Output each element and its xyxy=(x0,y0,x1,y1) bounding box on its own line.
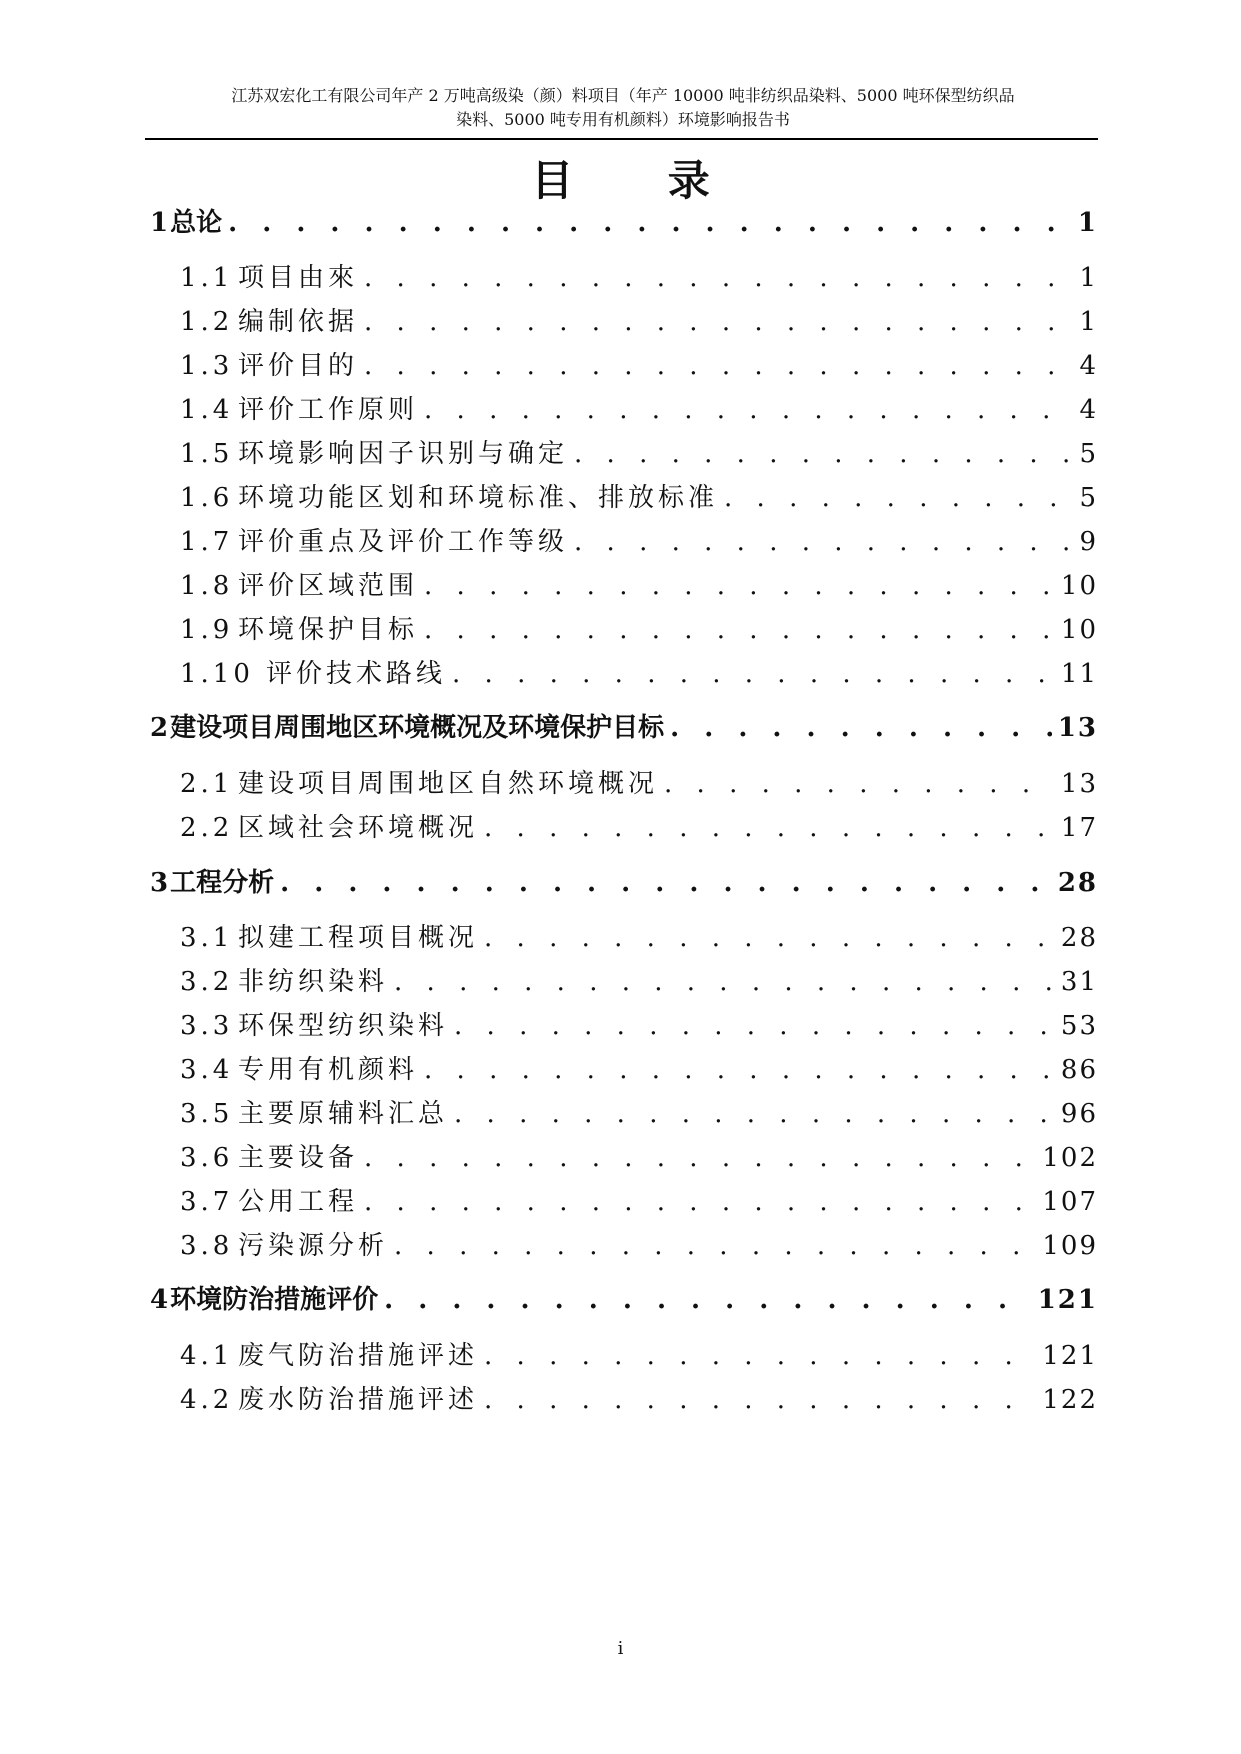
toc-label: 环保型纺织染料 xyxy=(238,1011,449,1041)
toc-page: 1 xyxy=(1077,208,1098,238)
toc-leader xyxy=(574,439,1073,469)
toc-page: 1 xyxy=(1079,307,1098,337)
toc-entry-3-5[interactable] xyxy=(180,1093,1098,1130)
toc-number: 1.8 xyxy=(180,571,234,601)
toc-page: 28 xyxy=(1060,923,1098,953)
toc-number: 4.1 xyxy=(180,1341,234,1371)
toc-label: 废气防治措施评述 xyxy=(238,1341,479,1371)
toc-page: 5 xyxy=(1079,483,1098,513)
toc-entry-3-8[interactable] xyxy=(180,1225,1098,1262)
toc-leader xyxy=(394,967,1055,997)
toc-number: 3.4 xyxy=(180,1055,234,1085)
toc-section-2[interactable] xyxy=(150,707,1098,744)
toc-number: 2 xyxy=(150,713,169,743)
toc-label: 工程分析 xyxy=(170,868,275,898)
toc-page: 1 xyxy=(1079,263,1098,293)
toc-entry-1-1[interactable] xyxy=(180,257,1098,294)
toc-label: 环境影响因子识别与确定 xyxy=(238,439,569,469)
toc-label: 建设项目周围地区环境概况及环境保护目标 xyxy=(170,713,665,743)
toc-leader xyxy=(454,1099,1055,1129)
toc-page: 9 xyxy=(1079,527,1098,557)
toc-page: 102 xyxy=(1042,1143,1098,1173)
toc-label: 评价技术路线 xyxy=(266,659,447,689)
toc-number: 3.3 xyxy=(180,1011,234,1041)
toc-label: 环境功能区划和环境标准、排放标准 xyxy=(238,483,719,513)
toc-number: 1 xyxy=(150,208,169,238)
toc-leader xyxy=(424,1055,1055,1085)
toc-label: 主要设备 xyxy=(238,1143,359,1173)
toc-leader xyxy=(484,923,1055,953)
toc-label: 非纺织染料 xyxy=(238,967,389,997)
toc-entry-4-1[interactable] xyxy=(180,1335,1098,1372)
toc-number: 3.7 xyxy=(180,1187,234,1217)
toc-leader xyxy=(424,571,1055,601)
toc-page: 121 xyxy=(1042,1341,1098,1371)
toc-label: 评价重点及评价工作等级 xyxy=(238,527,569,557)
toc-number: 1.5 xyxy=(180,439,234,469)
toc-leader xyxy=(364,1143,1036,1173)
page-title: 目 录 xyxy=(531,156,750,205)
toc-number: 1.1 xyxy=(180,263,234,293)
toc-entry-3-4[interactable] xyxy=(180,1049,1098,1086)
toc-leader xyxy=(394,1231,1036,1261)
toc-number: 1.3 xyxy=(180,351,234,381)
toc-number: 1.7 xyxy=(180,527,234,557)
toc-page: 121 xyxy=(1037,1285,1098,1315)
toc-page: 4 xyxy=(1079,351,1098,381)
toc-leader xyxy=(424,615,1055,645)
toc-label: 环境保护目标 xyxy=(238,615,419,645)
toc-number: 1.10 xyxy=(180,659,254,689)
toc-number: 3.8 xyxy=(180,1231,234,1261)
toc-label: 环境防治措施评价 xyxy=(170,1285,379,1315)
toc-number: 2.1 xyxy=(180,769,234,799)
toc-page: 4 xyxy=(1079,395,1098,425)
toc-number: 3.2 xyxy=(180,967,234,997)
toc-entry-3-6[interactable] xyxy=(180,1137,1098,1174)
toc-label: 污染源分析 xyxy=(238,1231,389,1261)
toc-entry-3-2[interactable] xyxy=(180,961,1098,998)
toc-page: 28 xyxy=(1057,868,1098,898)
toc-label: 评价区域范围 xyxy=(238,571,419,601)
toc-leader xyxy=(484,1341,1036,1371)
toc-label: 废水防治措施评述 xyxy=(238,1385,479,1415)
toc-label: 评价目的 xyxy=(238,351,359,381)
toc-label: 专用有机颜料 xyxy=(238,1055,419,1085)
toc-label: 总论 xyxy=(170,208,223,238)
toc-leader xyxy=(724,483,1073,513)
toc-leader xyxy=(484,813,1055,843)
toc-number: 3.6 xyxy=(180,1143,234,1173)
toc-leader xyxy=(424,395,1073,425)
toc-leader xyxy=(452,659,1055,689)
toc-entry-1-7[interactable] xyxy=(180,521,1098,558)
toc-section-4[interactable] xyxy=(150,1279,1098,1316)
toc-entry-1-3[interactable] xyxy=(180,345,1098,382)
toc-entry-4-2[interactable] xyxy=(180,1379,1098,1416)
toc-leader xyxy=(364,263,1073,293)
toc-number: 1.4 xyxy=(180,395,234,425)
toc-number: 3.5 xyxy=(180,1099,234,1129)
toc-leader xyxy=(364,307,1073,337)
toc-number: 3 xyxy=(150,868,169,898)
toc-label: 公用工程 xyxy=(238,1187,359,1217)
toc-page: 10 xyxy=(1060,615,1098,645)
toc-page: 17 xyxy=(1060,813,1098,843)
toc-page: 107 xyxy=(1042,1187,1098,1217)
toc-entry-1-5[interactable] xyxy=(180,433,1098,470)
toc-leader xyxy=(454,1011,1055,1041)
toc-page: 10 xyxy=(1060,571,1098,601)
toc-label: 项目由來 xyxy=(238,263,359,293)
toc-entry-3-1[interactable] xyxy=(180,917,1098,954)
toc-entry-3-7[interactable] xyxy=(180,1181,1098,1218)
toc-page: 86 xyxy=(1060,1055,1098,1085)
toc-number: 1.6 xyxy=(180,483,234,513)
toc-leader xyxy=(670,713,1052,743)
page-number: i xyxy=(617,1638,624,1659)
toc-number: 1.9 xyxy=(180,615,234,645)
toc-leader xyxy=(364,1187,1036,1217)
toc-leader xyxy=(364,351,1073,381)
toc-section-1[interactable] xyxy=(150,202,1098,239)
toc-page: 96 xyxy=(1060,1099,1098,1129)
header-line-1: 江苏双宏化工有限公司年产 2 万吨高级染（颜）料项目（年产 10000 吨非纺织品染料、5000 吨环保型纺织品 xyxy=(231,86,1015,105)
toc-label: 评价工作原则 xyxy=(238,395,419,425)
toc-page: 13 xyxy=(1060,769,1098,799)
toc-page: 122 xyxy=(1042,1385,1098,1415)
toc-page: 109 xyxy=(1042,1231,1098,1261)
toc-leader xyxy=(280,868,1052,898)
toc-page: 53 xyxy=(1060,1011,1098,1041)
toc-page: 31 xyxy=(1060,967,1098,997)
toc-entry-2-1[interactable] xyxy=(180,763,1098,800)
toc-entry-1-6[interactable] xyxy=(180,477,1098,514)
toc-number: 4 xyxy=(150,1285,169,1315)
toc-number: 4.2 xyxy=(180,1385,234,1415)
toc-entry-1-4[interactable] xyxy=(180,389,1098,426)
toc-number: 3.1 xyxy=(180,923,234,953)
toc-number: 1.2 xyxy=(180,307,234,337)
toc-leader xyxy=(384,1285,1032,1315)
toc-label: 建设项目周围地区自然环境概况 xyxy=(238,769,659,799)
toc-entry-1-2[interactable] xyxy=(180,301,1098,338)
toc-entry-2-2[interactable] xyxy=(180,807,1098,844)
toc-label: 编制依据 xyxy=(238,307,359,337)
toc-entry-1-9[interactable] xyxy=(180,609,1098,646)
toc-label: 拟建工程项目概况 xyxy=(238,923,479,953)
toc-entry-3-3[interactable] xyxy=(180,1005,1098,1042)
toc-number: 2.2 xyxy=(180,813,234,843)
toc-label: 区域社会环境概况 xyxy=(238,813,479,843)
toc-entry-1-8[interactable] xyxy=(180,565,1098,602)
toc-leader xyxy=(484,1385,1036,1415)
toc-entry-1-10[interactable] xyxy=(180,653,1098,690)
toc-leader xyxy=(664,769,1055,799)
toc-section-3[interactable] xyxy=(150,862,1098,899)
toc-page: 11 xyxy=(1060,659,1098,689)
toc-page: 13 xyxy=(1057,713,1098,743)
toc-leader xyxy=(228,208,1072,238)
header-line-2: 染料、5000 吨专用有机颜料）环境影响报告书 xyxy=(456,110,790,129)
toc-leader xyxy=(574,527,1073,557)
toc-page: 5 xyxy=(1079,439,1098,469)
toc-label: 主要原辅料汇总 xyxy=(238,1099,449,1129)
